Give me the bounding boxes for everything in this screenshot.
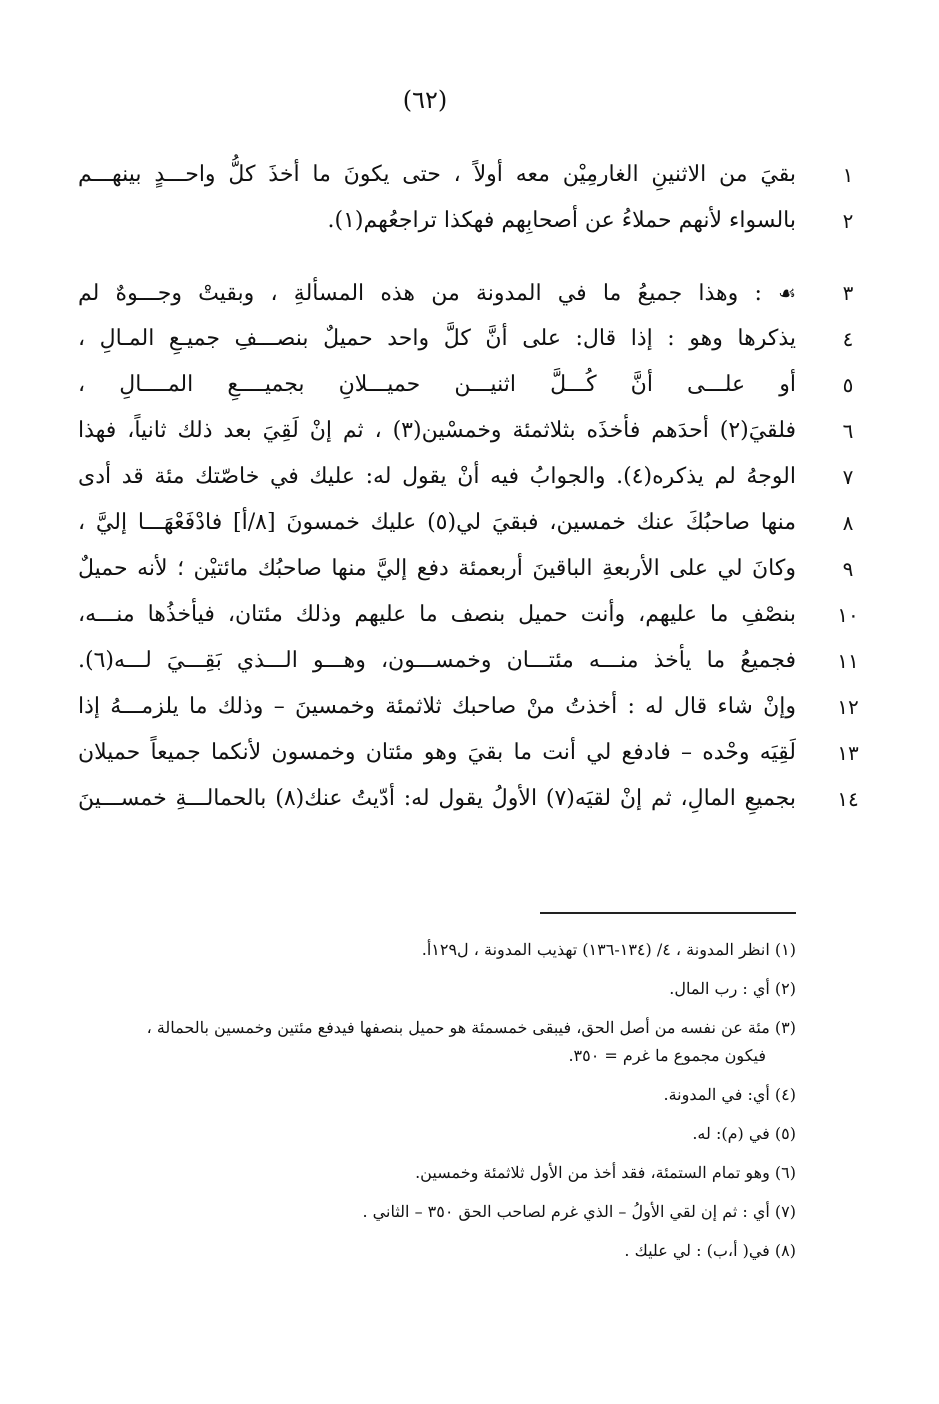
footnote (40, 1120, 796, 1148)
line-number: ٧ (842, 465, 854, 489)
text-line (78, 500, 868, 546)
footnote (40, 1198, 796, 1226)
line-text: فجميعُ ما يأخذ منـــه مئتـــان وخمســـون، وهـــو الـــذي بَقِـــيَ لـــه(٦). (78, 648, 796, 673)
text-line (78, 316, 868, 362)
line-text: أو علـــى أنَّ كُـــلَّ اثنيـــن حميـــلانِ بجميــــعِ المــــالِ ، (78, 372, 796, 397)
line-text: فلقيَ(٢) أحدَهم فأخذَه بثلاثمئة وخمسْين(٣) ، ثم إنْ لَقِيَ بعد ذلك ثانياً، فهذا (78, 418, 796, 443)
footnote-text: (٧) أي : ثم إن لقي الأولُ – الذي غرم لصاحب الحق ٣٥٠ – الثاني . (362, 1202, 796, 1221)
text-line (78, 454, 868, 500)
line-number: ٩ (842, 557, 854, 581)
line-text: يذكرها وهو : إذا قال: على أنَّ كلَّ واحد حميلٌ بنصـــفِ جميـعِ المـالِ ، (78, 326, 796, 351)
text-line (78, 362, 868, 408)
line-number: ٣ (842, 281, 854, 305)
line-text: لَقِيَه وحْده – فادفع لي أنت ما بقيَ وهو مئتان وخمسون لأنكما جميعاً حميلان (78, 740, 796, 765)
footnote (40, 975, 796, 1003)
line-text: بقيَ من الاثنينِ الغارمِيْن معه أولاً ، حتى يكونَ ما أخذَ كلُّ واحـــدٍ بينهـــم (78, 162, 796, 187)
text-line (78, 198, 868, 244)
footnote (40, 1081, 796, 1109)
line-number: ١٠ (837, 603, 859, 627)
line-number: ١ (842, 163, 854, 187)
text-line (78, 592, 868, 638)
line-number: ١٤ (837, 787, 859, 811)
line-text-content: : وهذا جميعُ ما في المدونة من هذه المسألةِ ، وبقيتْ وجـــوهٌ لم (78, 281, 762, 306)
line-text: وإنْ شاء قال له : أخذتُ منْ صاحبك ثلاثمئة وخمسينَ – وذلك ما يلزمـــهُ إذا (78, 694, 796, 719)
footnote-text: (٦) وهو تمام الستمئة، فقد أخذ من الأول ثلاثمئة وخمسين. (415, 1163, 796, 1182)
footnote-text: (٢) أي : رب المال. (669, 979, 796, 998)
body-text (78, 152, 868, 822)
footnote-text: (٣) مئة عن نفسه من أصل الحق، فيبقى خمسمئة هو حميل بنصفها فيدفع مئتين وخمسين بالحمالة ، (146, 1018, 796, 1037)
line-number: ٦ (842, 419, 854, 443)
line-number: ٥ (842, 373, 854, 397)
line-text: بجميعِ المالِ، ثم إنْ لقيَه(٧) الأولُ يقول له: أدّيتُ عنك(٨) بالحمالـــةِ خمســـينَ (78, 786, 796, 811)
text-line (78, 408, 868, 454)
page-number: (٦٢) (402, 86, 448, 114)
line-text: وكانَ لي على الأربعةِ الباقينَ أربعمئة دفع إليَّ منها صاحبُك مائتيْن ؛ لأنه حميلٌ (78, 556, 796, 581)
footnote (40, 1237, 796, 1265)
text-line (78, 776, 868, 822)
footnote-divider (540, 912, 796, 914)
footnote-continuation: فيكون مجموع ما غرم = ٣٥٠. (568, 1046, 766, 1065)
line-text: الوجهُ لم يذكره(٤). والجوابُ فيه أنْ يقول له: عليك في خاصّتك مئة قد أدى (78, 464, 796, 489)
line-number: ١٢ (837, 695, 859, 719)
footnote-text: (٤) أي: في المدونة. (663, 1085, 796, 1104)
line-number: ١١ (837, 649, 859, 673)
text-line (78, 730, 868, 776)
line-number: ٨ (842, 511, 854, 535)
text-line (78, 638, 868, 684)
footnote (40, 1159, 796, 1187)
footnote (40, 936, 796, 964)
line-text (78, 270, 796, 317)
line-text: بنصْفِ ما عليهم، وأنت حميل بنصف ما عليهم وذلك مئتان، فيأخذُها منـــه، (78, 602, 796, 627)
text-line (78, 270, 868, 316)
text-line (78, 546, 868, 592)
footnote-text: (٨) في( أ،ب) : لي عليك . (624, 1241, 796, 1260)
line-text: منها صاحبُكَ عنك خمسين، فبقيَ لي(٥) عليك خمسونَ [٨/أ] فادْفَعْهَـــا إليَّ ، (78, 510, 796, 535)
footnote-text: (١) انظر المدونة ، ٤/ (١٣٤-١٣٦) تهذيب المدونة ، ل١٢٩أ. (421, 940, 796, 959)
line-text: بالسواء لأنهم حملاءُ عن أصحابِهم فهكذا تراجعُهم(١). (327, 208, 796, 233)
line-number: ١٣ (837, 741, 859, 765)
fleuron-icon: ☙ (778, 281, 796, 305)
text-line (78, 684, 868, 730)
line-number: ٤ (842, 327, 854, 351)
footnote (40, 1014, 796, 1070)
footnotes (40, 936, 796, 1276)
footnote-text: (٥) في (م): له. (692, 1124, 796, 1143)
text-line (78, 152, 868, 198)
line-number: ٢ (842, 209, 854, 233)
